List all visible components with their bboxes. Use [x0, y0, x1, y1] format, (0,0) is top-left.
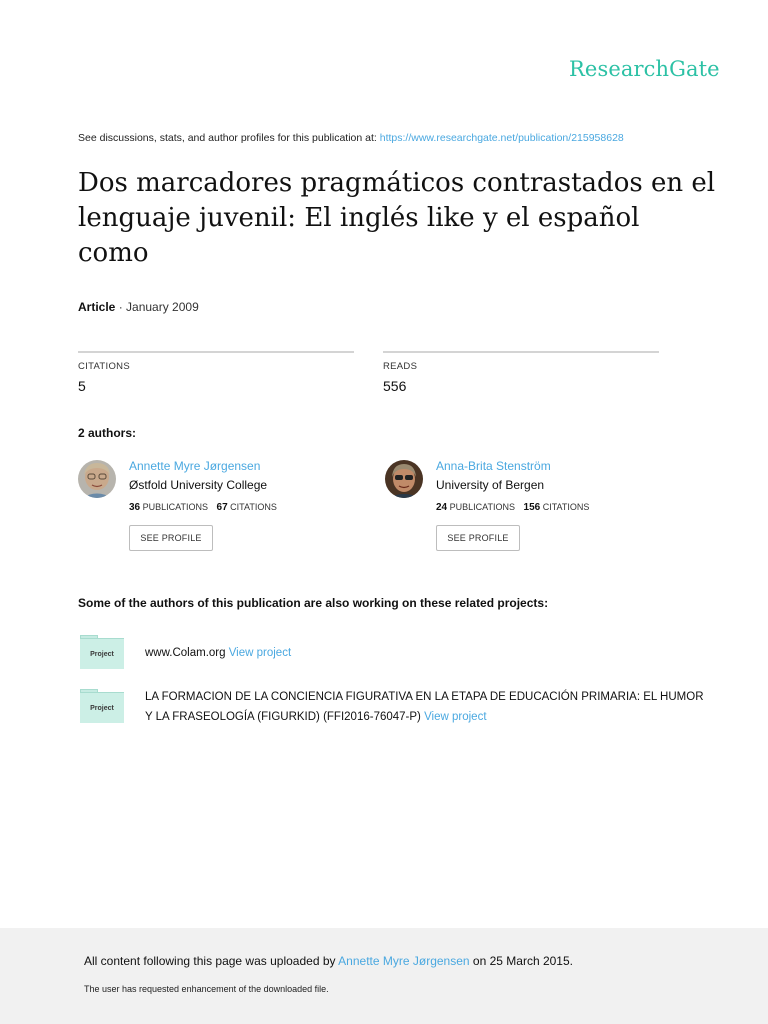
- author-institution: University of Bergen: [436, 478, 545, 492]
- uploader-link[interactable]: Annette Myre Jørgensen: [338, 954, 470, 968]
- project-folder-label: Project: [80, 692, 124, 723]
- project-folder-icon: [80, 635, 124, 669]
- author-card: [78, 459, 378, 559]
- publications-label: PUBLICATIONS: [142, 502, 208, 512]
- reads-count: 556: [383, 378, 407, 394]
- view-project-link[interactable]: View project: [228, 647, 292, 659]
- author-photo-icon: [78, 460, 116, 498]
- publication-title: Dos marcadores pragmáticos contrastados en el lenguaje juvenil: El inglés like y el español como: [78, 168, 716, 268]
- project-title: LA FORMACION DE LA CONCIENCIA FIGURATIVA EN LA ETAPA DE EDUCACIÓN PRIMARIA: EL HUMOR Y LA FRASEOLOGÍA (FIGURKID) (FFI2016-76047-P): [145, 691, 704, 723]
- author-photo-icon: [385, 460, 423, 498]
- reads-stat: [383, 351, 659, 394]
- upload-footer: [0, 928, 768, 1024]
- upload-date: on 25 March 2015.: [469, 954, 573, 968]
- author-stats: [436, 502, 589, 513]
- author-institution: Østfold University College: [129, 478, 268, 492]
- author-name-link[interactable]: Anna-Brita Stenström: [436, 459, 551, 473]
- article-type: Article: [78, 300, 116, 314]
- discussion-notice-text: See discussions, stats, and author profiles for this publication at:: [78, 132, 380, 144]
- author-citations-count: 67: [216, 502, 228, 513]
- project-folder-icon: [80, 689, 124, 723]
- article-separator: ·: [115, 300, 127, 314]
- researchgate-logo[interactable]: ResearchGate: [569, 57, 720, 81]
- discussion-notice: [78, 132, 624, 144]
- citations-stat: [78, 351, 354, 394]
- author-avatar[interactable]: [385, 460, 423, 498]
- project-description: [145, 643, 291, 663]
- citations-label: CITATIONS: [78, 361, 130, 372]
- author-citations-label: CITATIONS: [230, 502, 277, 512]
- reads-label: READS: [383, 361, 418, 372]
- project-description: [145, 687, 705, 727]
- author-stats: [129, 502, 277, 513]
- article-meta: [78, 300, 199, 314]
- view-project-link[interactable]: View project: [424, 711, 487, 723]
- author-card: [385, 459, 685, 559]
- see-profile-button[interactable]: SEE PROFILE: [129, 525, 213, 551]
- project-folder-label: Project: [80, 638, 124, 669]
- article-date: January 2009: [126, 300, 199, 314]
- author-citations-count: 156: [523, 502, 541, 513]
- upload-notice: [84, 954, 573, 968]
- author-citations-label: CITATIONS: [542, 502, 590, 512]
- upload-prefix: All content following this page was uploaded by: [84, 954, 339, 968]
- related-projects-heading: Some of the authors of this publication are also working on these related projects:: [78, 596, 549, 610]
- publications-label: PUBLICATIONS: [449, 502, 515, 512]
- publication-url-link[interactable]: https://www.researchgate.net/publication/215958628: [379, 132, 624, 144]
- project-title: www.Colam.org: [145, 647, 229, 659]
- publications-count: 36: [129, 502, 141, 513]
- enhancement-note: The user has requested enhancement of the downloaded file.: [84, 984, 329, 994]
- author-avatar[interactable]: [78, 460, 116, 498]
- author-name-link[interactable]: Annette Myre Jørgensen: [129, 459, 261, 473]
- publications-count: 24: [436, 502, 448, 513]
- authors-heading: 2 authors:: [78, 426, 137, 440]
- see-profile-button[interactable]: SEE PROFILE: [436, 525, 520, 551]
- citations-count: 5: [78, 378, 86, 394]
